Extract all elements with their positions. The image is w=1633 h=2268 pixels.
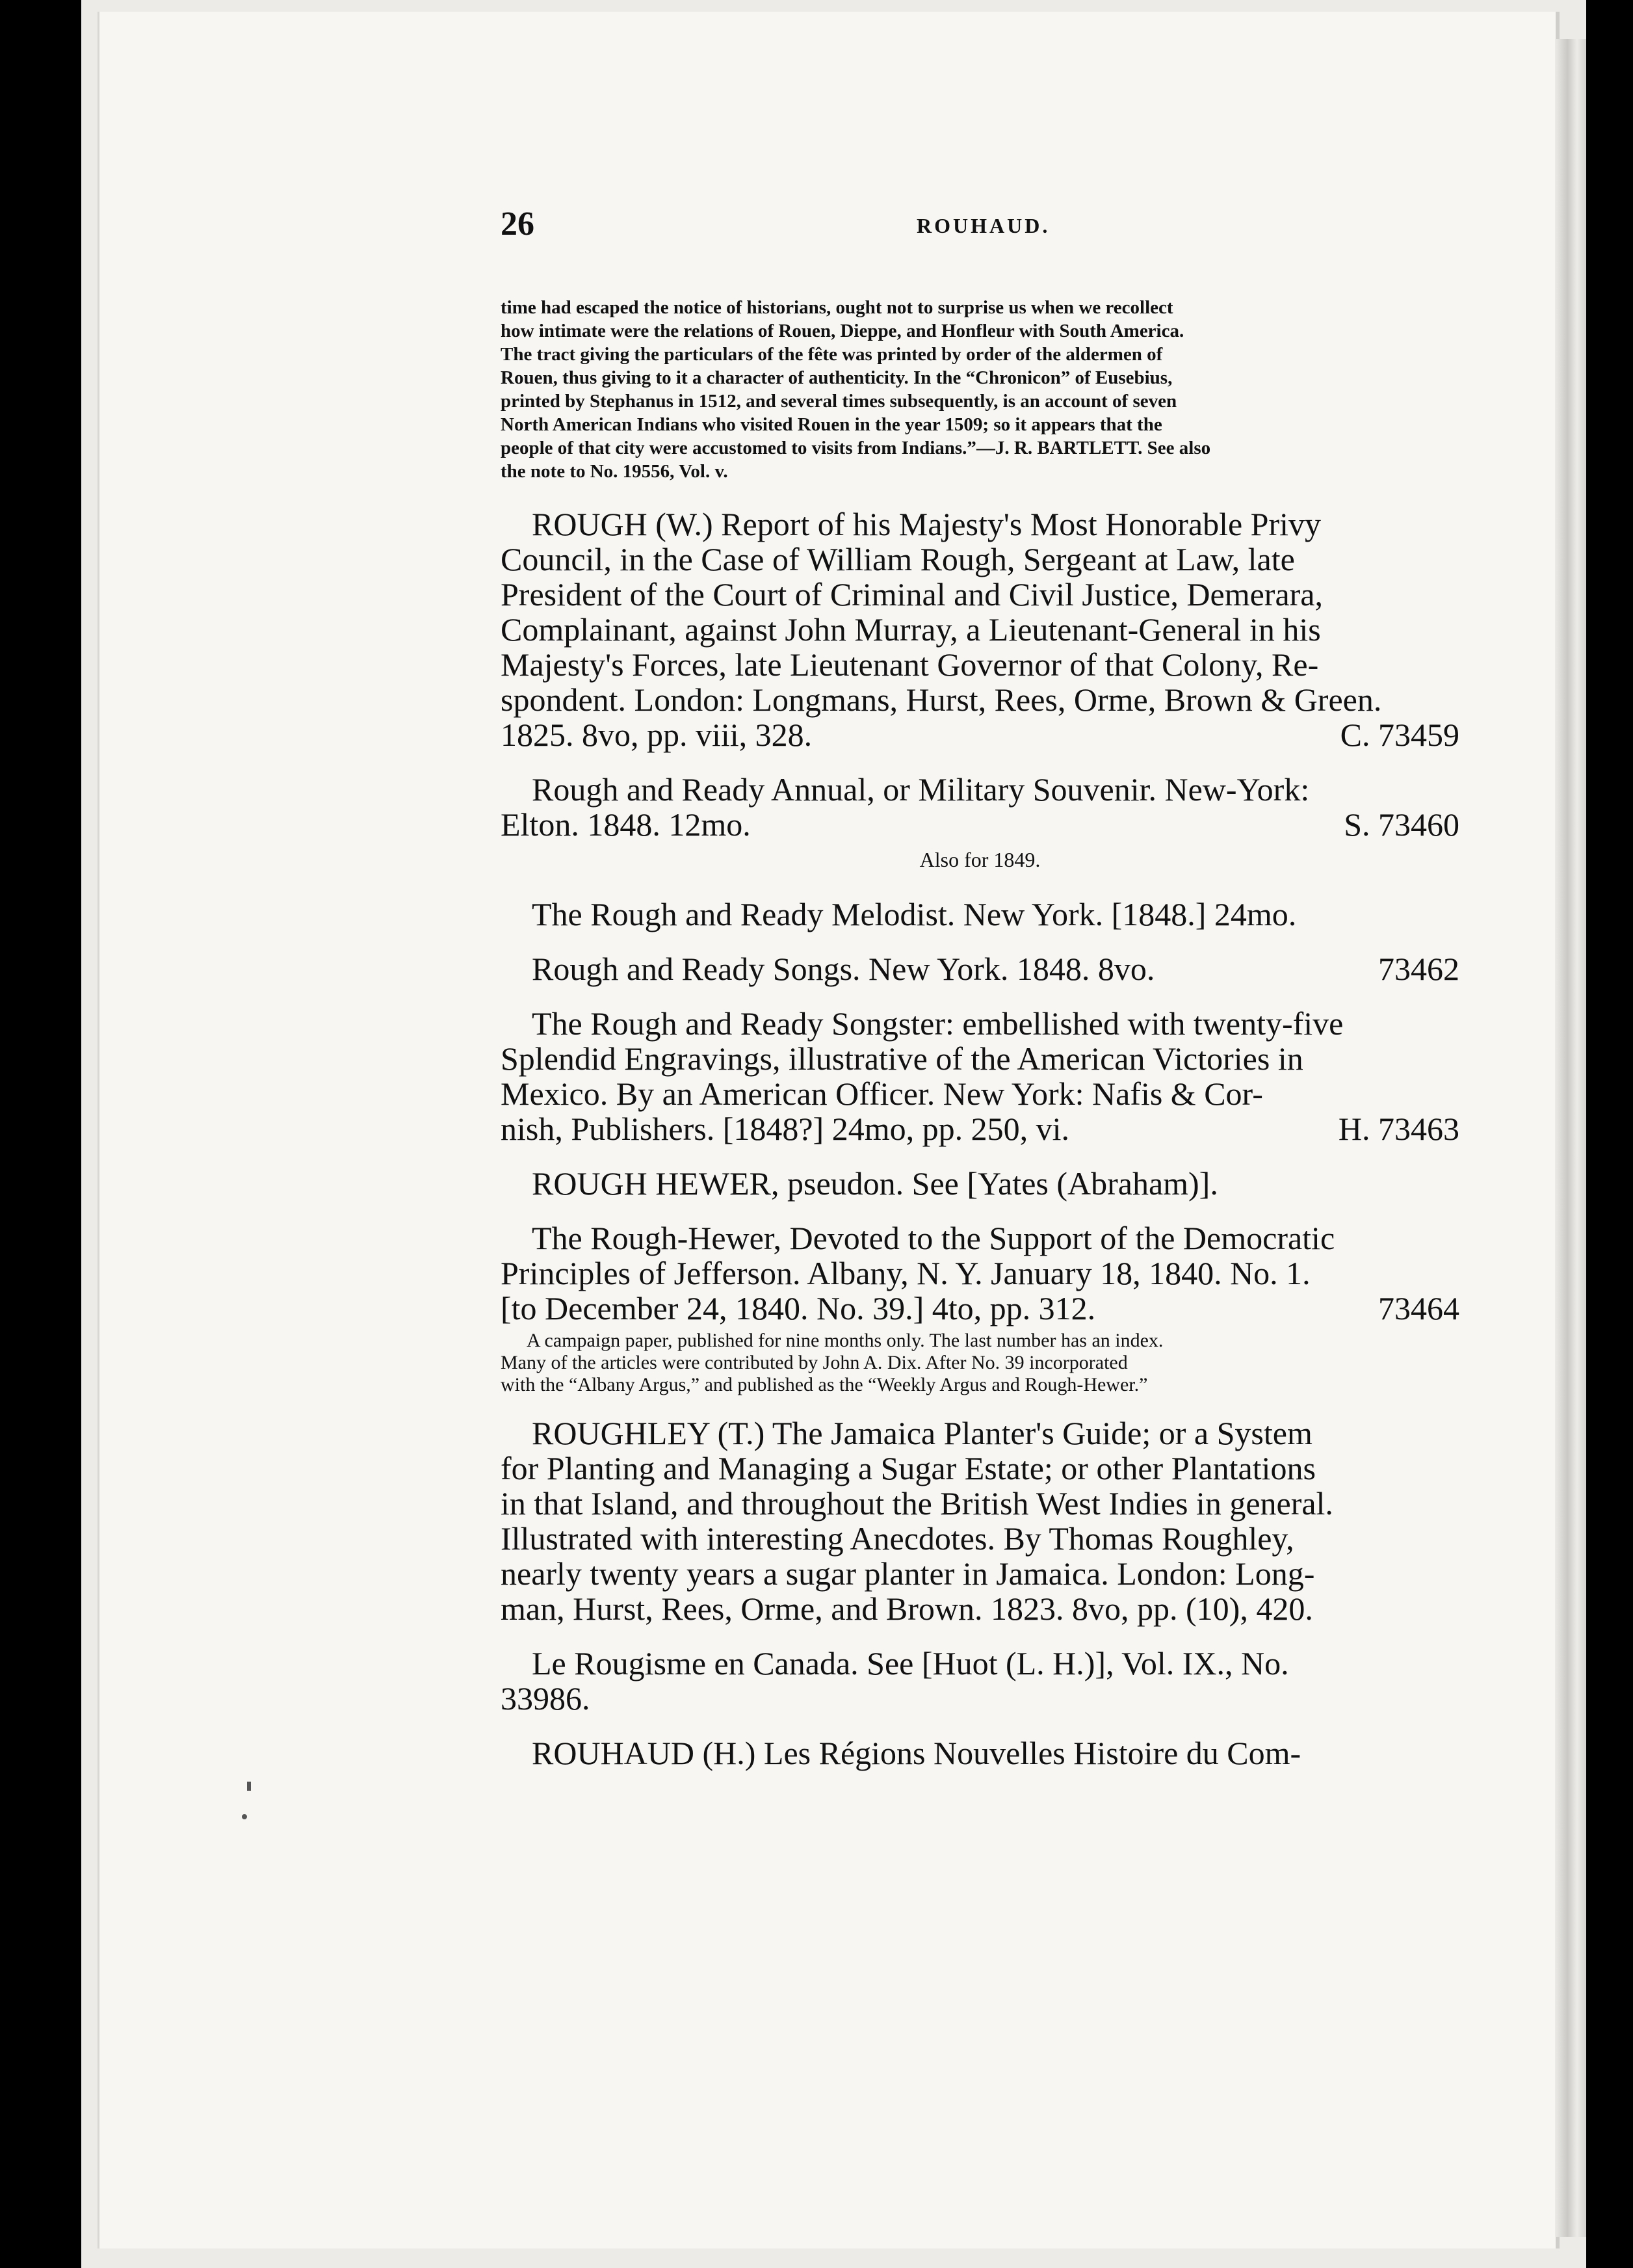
page-number: 26 (501, 205, 534, 243)
entry-line-text: Elton. 1848. 12mo. (501, 806, 751, 843)
entry-line: Majesty's Forces, late Lieutenant Governor of that Colony, Re- (501, 646, 1319, 683)
entry-line: President of the Court of Criminal and Civil Justice, Demerara, (501, 576, 1323, 613)
entry-line: The Rough-Hewer, Devoted to the Support of the Democratic (532, 1220, 1335, 1256)
note-line: people of that city were accustomed to visits from Indians.”—J. R. BARTLETT. See also (501, 438, 1211, 458)
bibliography-entry (501, 951, 1459, 986)
page-content (501, 205, 1459, 1771)
entry-line: Council, in the Case of William Rough, Sergeant at Law, late (501, 541, 1295, 577)
entry-line: Principles of Jefferson. Albany, N. Y. January 18, 1840. No. 1. (501, 1255, 1311, 1291)
entry-subnote: Also for 1849. (919, 848, 1041, 871)
entry-line: The Rough and Ready Songster: embellished with twenty-five (532, 1005, 1344, 1042)
entry-line: Le Rougisme en Canada. See [Huot (L. H.)], Vol. IX., No. (532, 1645, 1289, 1681)
bibliography-entry (501, 1735, 1459, 1771)
entry-line (501, 807, 1459, 842)
scan-speck (242, 1814, 247, 1819)
subnote-line: A campaign paper, published for nine months only. The last number has an index. (527, 1330, 1164, 1351)
entry-line: nearly twenty years a sugar planter in Jamaica. London: Long- (501, 1555, 1315, 1592)
entry-line: spondent. London: Longmans, Hurst, Rees, Orme, Brown & Green. (501, 681, 1382, 718)
entry-line: ROUGHLEY (T.) The Jamaica Planter's Guide; or a System (532, 1415, 1313, 1451)
note-line: time had escaped the notice of historians, ought not to surprise us when we recollect (501, 297, 1173, 318)
bibliography-entry (501, 1220, 1459, 1396)
note-line: how intimate were the relations of Rouen, Dieppe, and Honfleur with South America. (501, 321, 1184, 341)
entry-line (501, 717, 1459, 752)
entry-line-text: [to December 24, 1840. No. 39.] 4to, pp. 312. (501, 1290, 1096, 1326)
entry-line: man, Hurst, Rees, Orme, and Brown. 1823. 8vo, pp. (10), 420. (501, 1590, 1313, 1627)
note-line: the note to No. 19556, Vol. v. (501, 461, 728, 482)
scan-speck (247, 1782, 251, 1791)
scan-border (1586, 0, 1633, 2268)
page-edge (1555, 39, 1586, 2237)
entry-line: Splendid Engravings, illustrative of the American Victories in (501, 1040, 1303, 1077)
entry-line (501, 1111, 1459, 1146)
entry-line: in that Island, and throughout the British West Indies in general. (501, 1485, 1333, 1522)
entry-line-text: 1825. 8vo, pp. viii, 328. (501, 717, 813, 753)
running-head: ROUHAUD. (917, 214, 1051, 237)
bibliography-entry (501, 1646, 1459, 1716)
entry-subnote (501, 1330, 1459, 1396)
entry-line-text: Rough and Ready Songs. New York. 1848. 8vo. (532, 951, 1155, 987)
entry-line (501, 951, 1459, 986)
entry-line: Illustrated with interesting Anecdotes. By Thomas Roughley, (501, 1520, 1294, 1557)
entry-line: for Planting and Managing a Sugar Estate; or other Plantations (501, 1450, 1316, 1486)
entry-line: Complainant, against John Murray, a Lieutenant-General in his (501, 611, 1321, 648)
entry-line: ROUGH (W.) Report of his Majesty's Most Honorable Privy (532, 506, 1322, 542)
bibliography-entry (501, 1006, 1459, 1146)
entry-line: Mexico. By an American Officer. New York: Nafis & Cor- (501, 1075, 1263, 1112)
catalog-number: 73464 (1378, 1290, 1459, 1326)
entry-line-text: nish, Publishers. [1848?] 24mo, pp. 250, vi. (501, 1111, 1069, 1147)
bibliography-entry (501, 1416, 1459, 1626)
catalog-number: S. 73460 (1344, 806, 1459, 843)
bibliography-entry (501, 897, 1459, 932)
entry-line: 33986. (501, 1680, 590, 1717)
page-header (501, 205, 1459, 250)
bibliography-entry (501, 1166, 1459, 1201)
catalog-number: C. 73459 (1340, 717, 1459, 753)
continued-note (501, 296, 1459, 483)
note-line: The tract giving the particulars of the fête was printed by order of the aldermen of (501, 344, 1163, 365)
entry-line: Rough and Ready Annual, or Military Souvenir. New-York: (532, 771, 1310, 808)
bibliography-entry (501, 507, 1459, 752)
subnote-line: with the “Albany Argus,” and published as the “Weekly Argus and Rough-Hewer.” (501, 1374, 1148, 1395)
note-line: Rouen, thus giving to it a character of authenticity. In the “Chronicon” of Eusebius, (501, 367, 1173, 388)
catalog-number: H. 73463 (1338, 1111, 1459, 1147)
note-line: printed by Stephanus in 1512, and several times subsequently, is an account of seven (501, 391, 1177, 412)
entry-line: The Rough and Ready Melodist. New York. [1848.] 24mo. (532, 896, 1297, 932)
subnote-line: Many of the articles were contributed by John A. Dix. After No. 39 incorporated (501, 1352, 1128, 1373)
entry-line (501, 1291, 1459, 1326)
note-line: North American Indians who visited Rouen in the year 1509; so it appears that the (501, 414, 1162, 435)
catalog-number: 73462 (1378, 951, 1459, 987)
entry-line: ROUHAUD (H.) Les Régions Nouvelles Histoire du Com- (532, 1735, 1301, 1771)
bibliography-entry (501, 772, 1459, 877)
entry-line: ROUGH HEWER, pseudon. See [Yates (Abraham)]. (532, 1165, 1218, 1202)
